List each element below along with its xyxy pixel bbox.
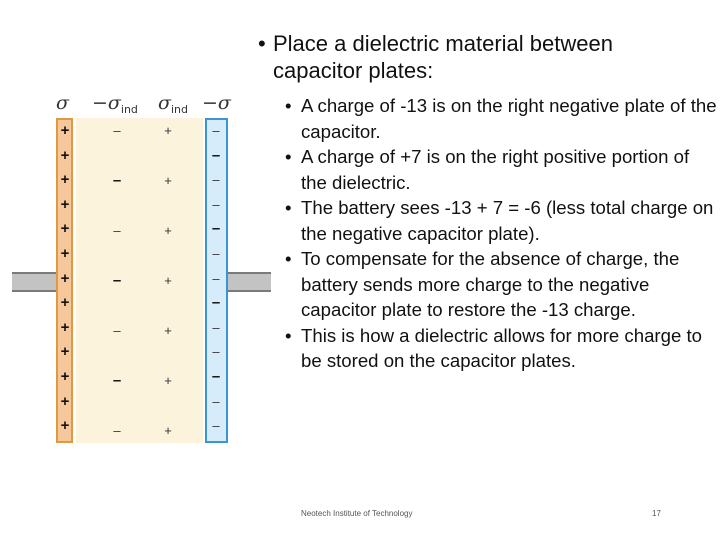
sub-bullet (285, 144, 717, 195)
positive-charge: + (60, 294, 70, 312)
negative-charge: – (212, 246, 220, 261)
dielectric-slab (76, 118, 203, 443)
induced-negative-charge: – (113, 323, 121, 338)
label-neg-sigma: −σ (202, 92, 231, 114)
induced-negative-charge: – (112, 372, 122, 389)
label-neg-sigma-ind: $-\sigma_{ind}$ (92, 92, 138, 116)
positive-charge: + (60, 146, 70, 164)
negative-charge: – (212, 270, 220, 286)
sub-bullet (285, 323, 717, 374)
sub-bullet-text: This is how a dielectric allows for more charge to be stored on the capacitor plates. (301, 324, 702, 371)
positive-charge: + (60, 318, 70, 336)
sub-bullet (285, 246, 717, 323)
positive-charge: + (60, 368, 70, 385)
induced-negative-charge: – (112, 172, 122, 189)
label-sigma: σ (56, 92, 69, 114)
negative-charge: – (212, 344, 220, 360)
positive-charge: + (60, 343, 70, 361)
negative-charge: – (211, 146, 221, 164)
induced-positive-charge: + (164, 123, 172, 138)
negative-charge: – (212, 123, 220, 138)
sub-bullet-list (285, 93, 717, 374)
page-number: 17 (652, 509, 661, 518)
bullet-dot: • (285, 95, 292, 116)
right-wire (227, 272, 271, 292)
induced-positive-charge: + (164, 273, 172, 288)
induced-positive-charge: + (164, 173, 172, 188)
bullet-dot: • (285, 324, 292, 346)
negative-charge: – (212, 172, 220, 188)
positive-charge: + (60, 195, 70, 213)
negative-charge: – (212, 319, 220, 335)
sub-bullet (285, 93, 717, 144)
negative-charge: – (211, 368, 221, 385)
left-wire (12, 272, 59, 292)
induced-negative-charge: – (113, 123, 121, 138)
bullet-dot: • (285, 146, 292, 167)
sub-bullet-text: To compensate for the absence of charge, the battery sends more charge to the negative capacitor plate to restore the -13 charge. (301, 248, 680, 320)
induced-positive-charge: + (164, 323, 172, 338)
footer-institution: Neotech Institute of Technology (301, 509, 413, 518)
label-sigma-ind: $\sigma_{ind}$ (158, 92, 188, 116)
sub-bullet (285, 195, 717, 246)
negative-charge: – (212, 393, 220, 409)
bullet-dot: • (285, 248, 292, 269)
induced-negative-charge: – (113, 423, 121, 438)
negative-charge: – (212, 196, 220, 212)
negative-charge: – (211, 294, 221, 312)
sub-bullet-text: A charge of -13 is on the right negative plate of the capacitor. (301, 95, 717, 142)
induced-positive-charge: + (164, 223, 172, 238)
positive-charge: + (60, 220, 70, 238)
main-bullet-text: Place a dielectric material between capacitor plates: (273, 31, 613, 83)
sub-bullet-text: A charge of +7 is on the right positive portion of the dielectric. (301, 146, 690, 193)
induced-positive-charge: + (164, 423, 172, 438)
positive-charge: + (60, 122, 70, 139)
main-bullet (258, 30, 698, 84)
positive-charge: + (60, 392, 70, 410)
capacitor-dielectric-figure (0, 88, 275, 448)
positive-charge: + (60, 417, 70, 435)
positive-charge: + (60, 171, 70, 189)
negative-charge: – (211, 220, 221, 238)
bullet-dot: • (258, 31, 266, 56)
bullet-dot: • (285, 197, 292, 218)
sub-bullet-text: The battery sees -13 + 7 = -6 (less total charge on the negative capacitor plate). (301, 197, 714, 244)
induced-negative-charge: – (113, 223, 121, 238)
induced-negative-charge: – (112, 272, 122, 289)
positive-charge: + (60, 269, 70, 287)
negative-charge: – (212, 418, 220, 434)
positive-charge: + (60, 245, 70, 262)
induced-positive-charge: + (164, 373, 172, 388)
